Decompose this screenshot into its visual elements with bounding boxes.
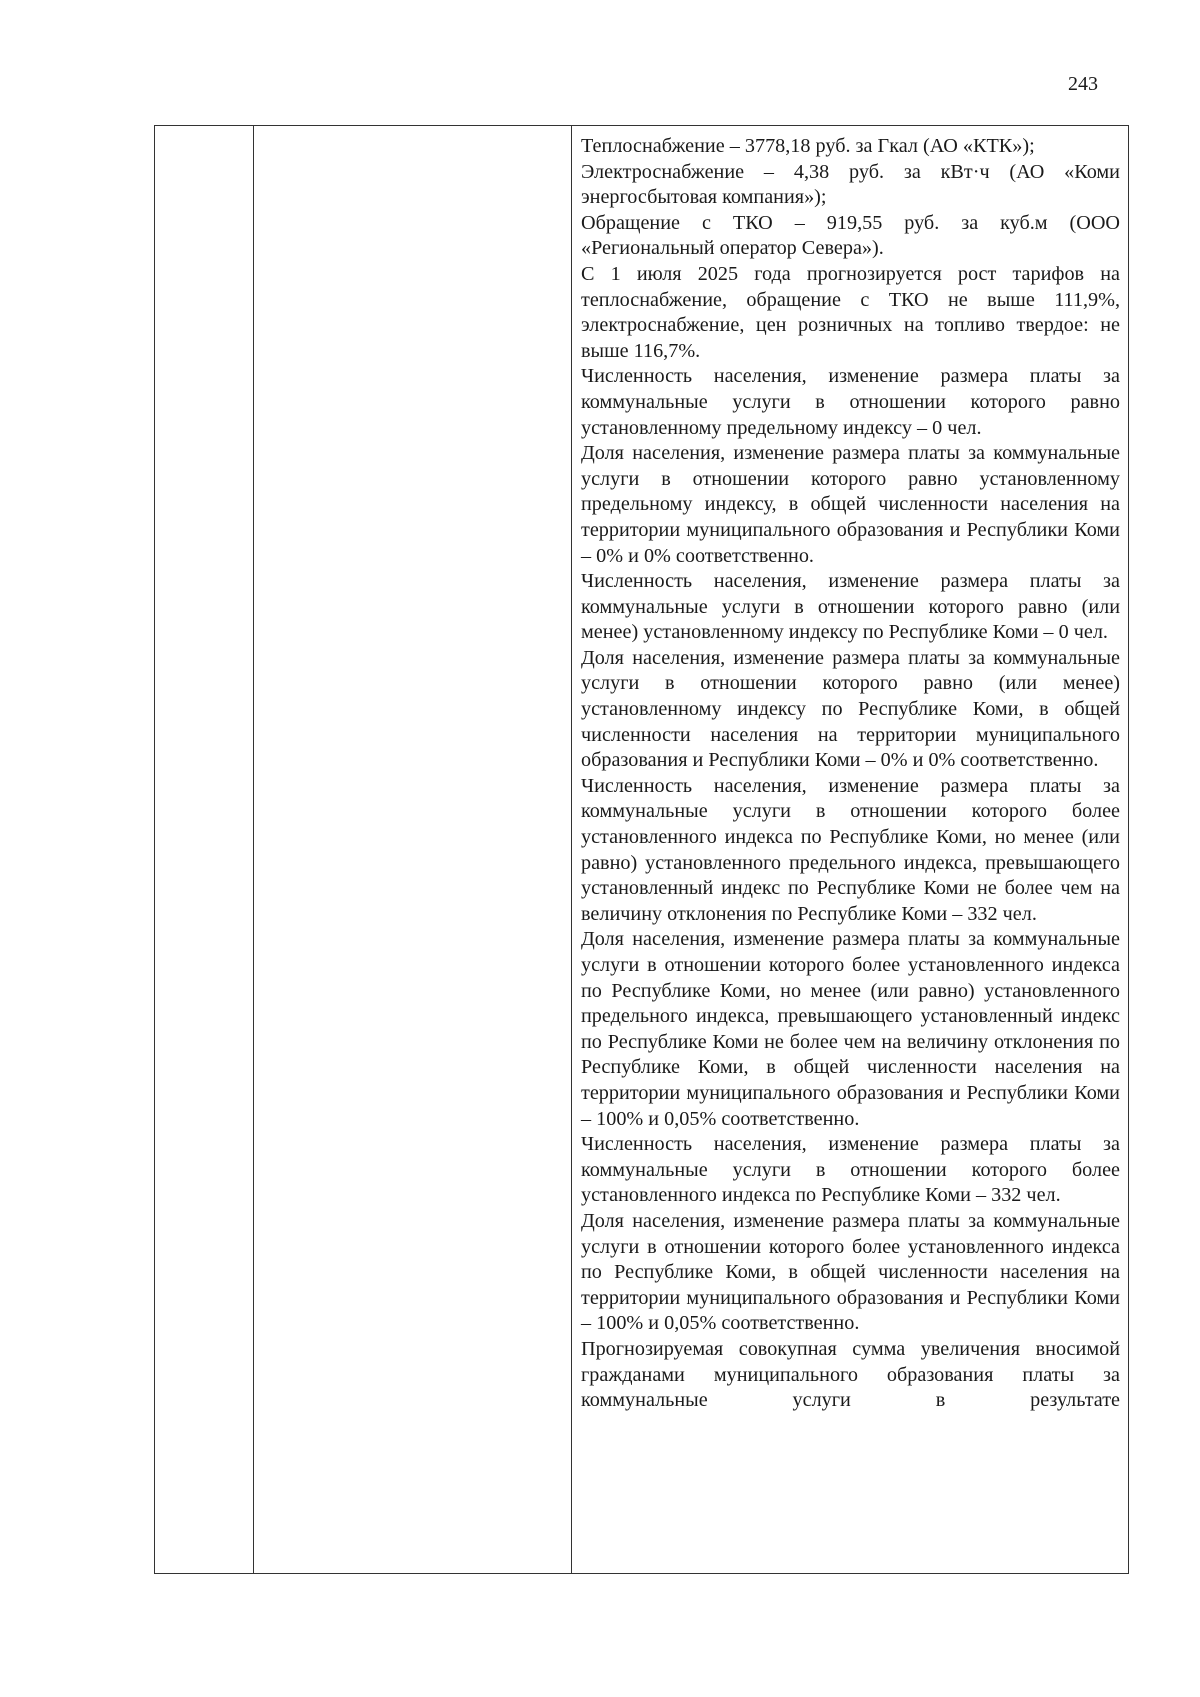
paragraph: Доля населения, изменение размера платы за коммунальные услуги в отношении которого более установленного индекса по Республике Коми, в общей численности населения на территории муниципального образования и Республики Коми – 100% и 0,05% соответственно. [581, 1209, 1120, 1335]
table-cell-text [581, 134, 1120, 1414]
paragraph: Численность населения, изменение размера платы за коммунальные услуги в отношении которого равно установленному предельному индексу – 0 чел. [581, 365, 1120, 439]
paragraph: Численность населения, изменение размера платы за коммунальные услуги в отношении которого более установленного индекса по Республике Коми, но менее (или равно) установленного предельного индекса, превышающего установленный индекс по Республике Коми не более чем на величину отклонения по Республике Коми – 332 чел. [581, 774, 1120, 925]
column-divider-2 [571, 126, 572, 1573]
paragraph: С 1 июля 2025 года прогнозируется рост тарифов на теплоснабжение, обращение с ТКО не выше 111,9%, электроснабжение, цен розничных на топливо твердое: не выше 116,7%. [581, 262, 1120, 362]
paragraph: Прогнозируемая совокупная сумма увеличения вносимой гражданами муниципального образования платы за коммунальные услуги в результате [581, 1337, 1120, 1412]
paragraph: Доля населения, изменение размера платы за коммунальные услуги в отношении которого равно установленному предельному индексу, в общей численности населения на территории муниципального образования и Республики Коми – 0% и 0% соответственно. [581, 442, 1120, 567]
paragraph: Численность населения, изменение размера платы за коммунальные услуги в отношении которого равно (или менее) установленному индексу по Республике Коми – 0 чел. [581, 570, 1120, 644]
paragraph: Электроснабжение – 4,38 руб. за кВт·ч (АО «Коми энергосбытовая компания»); [581, 160, 1120, 209]
column-divider-1 [253, 126, 254, 1573]
document-table [154, 125, 1129, 1574]
page-number: 243 [1068, 73, 1098, 95]
paragraph: Доля населения, изменение размера платы за коммунальные услуги в отношении которого более установленного индекса по Республике Коми, но менее (или равно) установленного предельного индекса, превышающего установленный индекс по Республике Коми не более чем на величину отклонения по Республике Коми, в общей численности населения на территории муниципального образования и Республики Коми – 100% и 0,05% соответственно. [581, 928, 1120, 1130]
paragraph: Доля населения, изменение размера платы за коммунальные услуги в отношении которого равно (или менее) установленному индексу по Республике Коми, в общей численности населения на территории муниципального образования и Республики Коми – 0% и 0% соответственно. [581, 646, 1120, 772]
paragraph: Обращение с ТКО – 919,55 руб. за куб.м (ООО «Региональный оператор Севера»). [581, 211, 1120, 260]
paragraph: Теплоснабжение – 3778,18 руб. за Гкал (АО «КТК»); [581, 135, 1035, 157]
paragraph: Численность населения, изменение размера платы за коммунальные услуги в отношении которого более установленного индекса по Республике Коми – 332 чел. [581, 1133, 1120, 1207]
